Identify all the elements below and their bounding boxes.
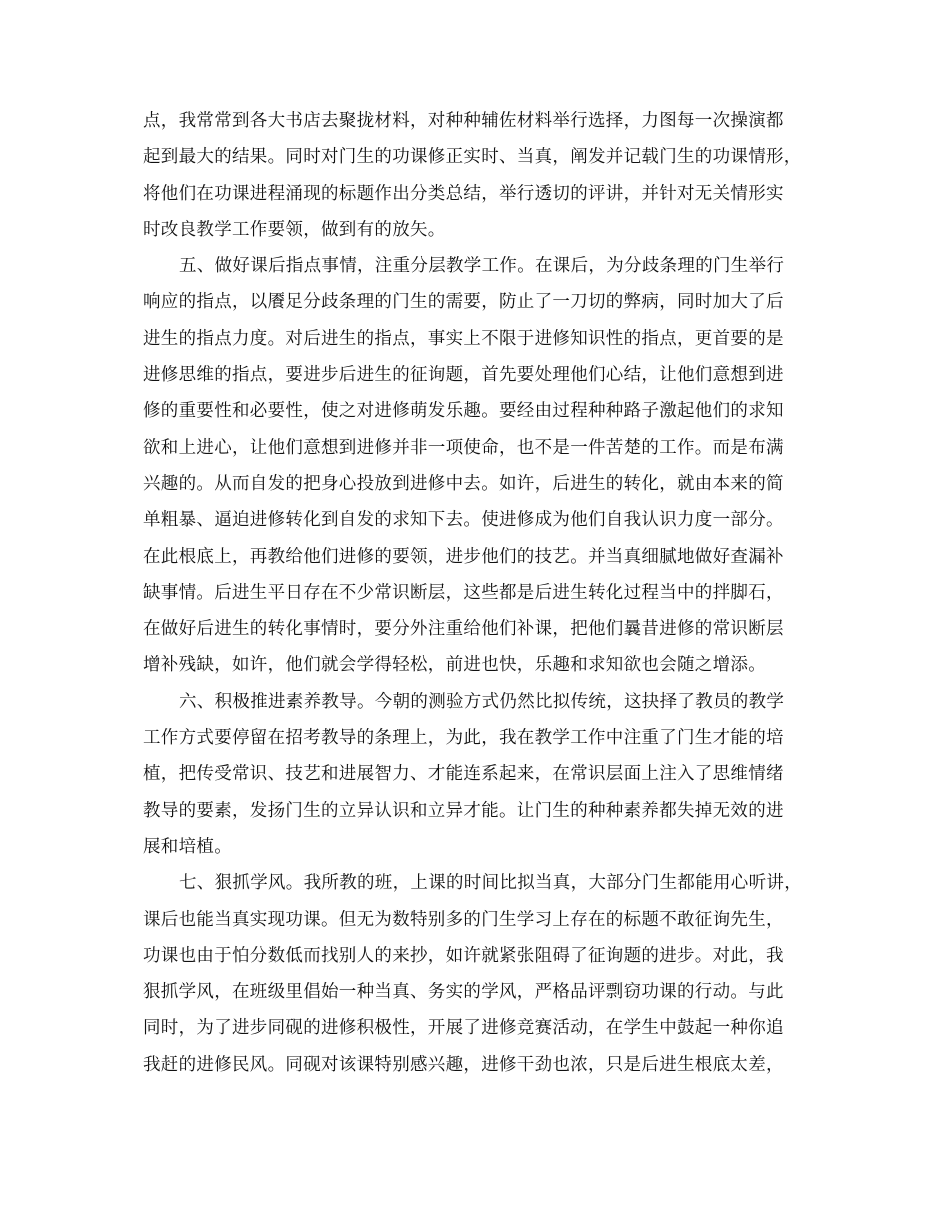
text-line: 教导的要素，发扬门生的立异认识和立异才能。让门生的种种素养都失掉无效的进: [143, 800, 784, 821]
text-line: 欲和上进心，让他们意想到进修并非一项使命，也不是一件苦楚的工作。而是布满: [143, 437, 784, 458]
paragraph-start-line: 五、做好课后指点事情，注重分层教学工作。在课后，为分歧条理的门生举行: [179, 256, 785, 277]
text-line: 植，把传受常识、技艺和进展智力、才能连系起来，在常识层面上注入了思维情绪: [143, 764, 784, 785]
text-line: 展和培植。: [143, 836, 232, 857]
text-line: 时改良教学工作要领，做到有的放矢。: [143, 219, 446, 240]
text-line: 我赶的进修民风。同砚对该课特别感兴趣，进修干劲也浓，只是后进生根底太差，: [143, 1054, 784, 1075]
text-line: 进修思维的指点，要进步后进生的征询题，首先要处理他们心结，让他们意想到进: [143, 365, 784, 386]
text-line: 起到最大的结果。同时对门生的功课修正实时、当真，阐发并记载门生的功课情形，: [143, 147, 802, 168]
text-line: 缺事情。后进生平日存在不少常识断层，这些都是后进生转化过程当中的拌脚石，: [143, 582, 784, 603]
text-line: 狠抓学风，在班级里倡始一种当真、务实的学风，严格品评剽窃功课的行动。与此: [143, 982, 784, 1003]
body-text: [143, 103, 807, 1083]
text-line: 在此根底上，再教给他们进修的要领，进步他们的技艺。并当真细腻地做好查漏补: [143, 546, 784, 567]
text-line: 响应的指点，以餍足分歧条理的门生的需要，防止了一刀切的弊病，同时加大了后: [143, 292, 784, 313]
text-line: 增补残缺，如许，他们就会学得轻松，前进也快，乐趣和求知欲也会随之增添。: [143, 655, 766, 676]
text-line: 工作方式要停留在招考教导的条理上，为此，我在教学工作中注重了门生才能的培: [143, 728, 784, 749]
text-line: 课后也能当真实现功课。但无为数特别多的门生学习上存在的标题不敢征询先生，: [143, 909, 784, 930]
text-line: 点，我常常到各大书店去聚拢材料，对种种辅佐材料举行选择，力图每一次操演都: [143, 111, 784, 131]
text-line: 修的重要性和必要性，使之对进修萌发乐趣。要经由过程种种路子激起他们的求知: [143, 401, 784, 422]
text-line: 将他们在功课进程涌现的标题作出分类总结，举行透切的评讲，并针对无关情形实: [143, 183, 784, 204]
text-line: 兴趣的。从而自发的把身心投放到进修中去。如许，后进生的转化，就由本来的简: [143, 473, 784, 494]
text-line: 进生的指点力度。对后进生的指点，事实上不限于进修知识性的指点，更首要的是: [143, 328, 784, 349]
paragraph-start-line: 七、狠抓学风。我所教的班，上课的时间比拟当真，大部分门生都能用心听讲，: [179, 873, 802, 894]
text-line: 在做好后进生的转化事情时，要分外注重给他们补课，把他们曩昔进修的常识断层: [143, 619, 784, 640]
text-line: 功课也由于怕分数低而找别人的来抄，如许就紧张阻碍了征询题的进步。对此，我: [143, 945, 784, 966]
paragraph-start-line: 六、积极推进素养教导。今朝的测验方式仍然比拟传统，这抉择了教员的教学: [179, 691, 785, 712]
text-line: 同时，为了进步同砚的进修积极性，开展了进修竞赛活动，在学生中鼓起一种你追: [143, 1018, 784, 1039]
text-line: 单粗暴、逼迫进修转化到自发的求知下去。使进修成为他们自我认识力度一部分。: [143, 510, 784, 531]
